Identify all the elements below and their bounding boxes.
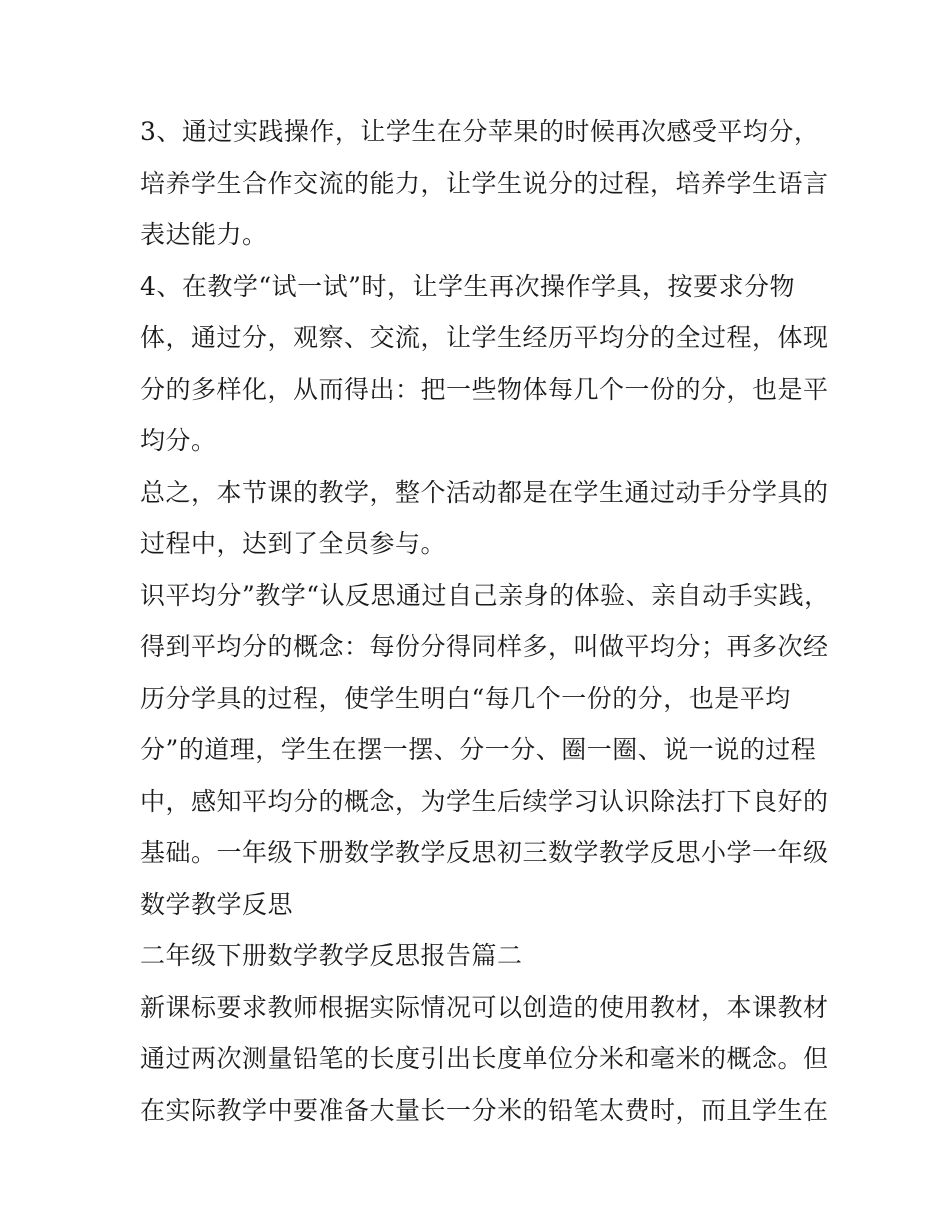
text-line: 识平均分”教学“认反思通过自己亲身的体验、亲自动手实践， (140, 580, 830, 610)
document-body (140, 106, 830, 1136)
text-line: 过程中，达到了全员参与。 (140, 529, 447, 558)
text-line: 分”的道理，学生在摆一摆、分一分、圈一圈、说一说的过程 (140, 735, 817, 764)
text-line: 数学教学反思 (140, 889, 294, 919)
text-line: 均分。 (140, 426, 217, 455)
text-line: 在实际教学中要准备大量长一分米的铅笔太费时，而且学生在 (140, 1095, 829, 1125)
section-heading: 二年级下册数学教学反思报告篇二 (140, 941, 523, 970)
text-line: 基础。一年级下册数学教学反思初三数学教学反思小学一年级 (140, 838, 829, 867)
text-line: 通过两次测量铅笔的长度引出长度单位分米和毫米的概念。但 (140, 1044, 829, 1073)
text-line: 得到平均分的概念：每份分得同样多，叫做平均分；再多次经 (140, 632, 829, 661)
text-line: 中，感知平均分的概念，为学生后续学习认识除法打下良好的 (140, 786, 829, 816)
text-line: 分的多样化，从而得出：把一些物体每几个一份的分，也是平 (140, 374, 829, 404)
text-line: 表达能力。 (140, 220, 268, 249)
text-line: 培养学生合作交流的能力，让学生说分的过程，培养学生语言 (140, 168, 829, 198)
text-line: 3、通过实践操作，让学生在分苹果的时候再次感受平均分， (140, 117, 820, 146)
text-line: 体，通过分，观察、交流，让学生经历平均分的全过程，体现 (140, 323, 829, 352)
text-line: 总之，本节课的教学，整个活动都是在学生通过动手分学具的 (140, 477, 829, 507)
text-line: 4、在教学“试一试”时，让学生再次操作学具，按要求分物 (140, 271, 795, 301)
text-line: 历分学具的过程，使学生明白“每几个一份的分，也是平均 (140, 683, 791, 713)
text-line: 新课标要求教师根据实际情况可以创造的使用教材，本课教材 (140, 992, 829, 1022)
